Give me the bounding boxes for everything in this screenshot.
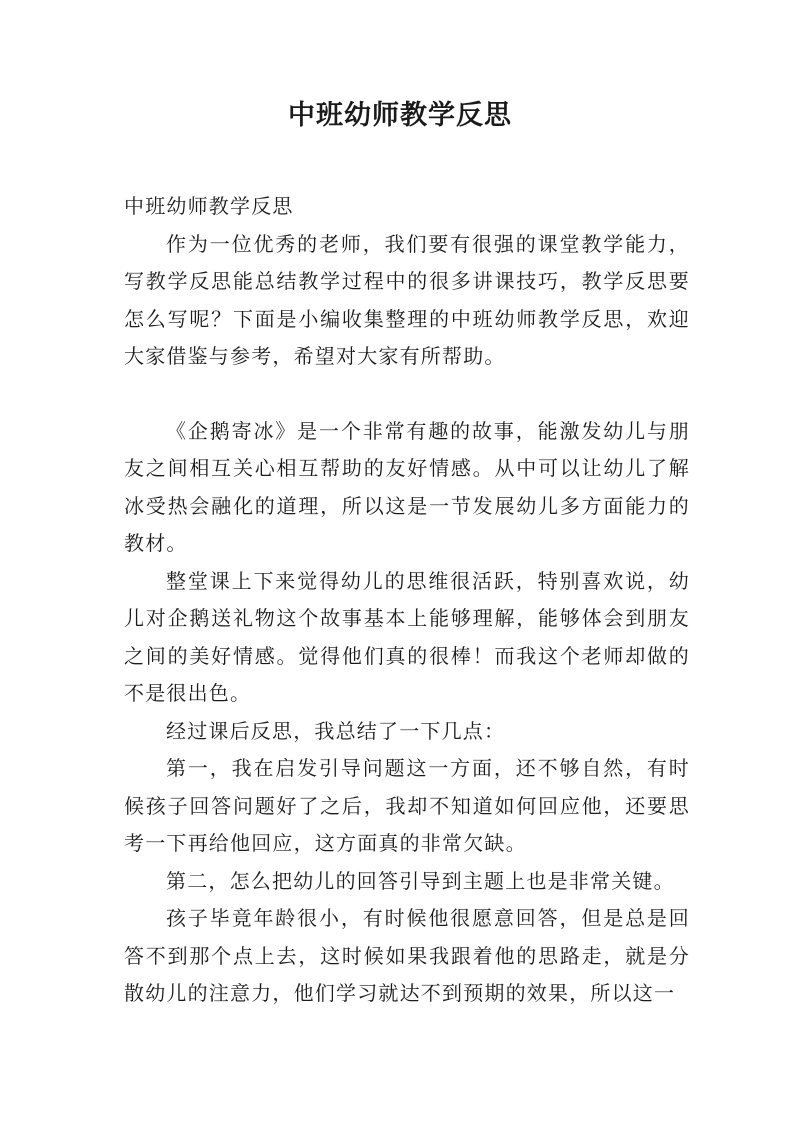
- document-body: [124, 188, 690, 1013]
- paragraph-spacer: [124, 376, 690, 413]
- paragraph-point-one: 第一，我在启发引导问题这一方面，还不够自然，有时候孩子回答问题好了之后，我却不知道如何回应他，还要思考一下再给他回应，这方面真的非常欠缺。: [124, 756, 690, 855]
- paragraph-summary-intro: 经过课后反思，我总结了一下几点：: [166, 718, 506, 743]
- paragraph-children-age: 孩子毕竟年龄很小，有时候他很愿意回答，但是总是回答不到那个点上去，这时候如果我跟着他的思路走，就是分散幼儿的注意力，他们学习就达不到预期的效果，所以这一: [124, 906, 690, 1005]
- document-title: 中班幼师教学反思: [288, 100, 512, 131]
- paragraph-intro: 作为一位优秀的老师，我们要有很强的课堂教学能力，写教学反思能总结教学过程中的很多讲课技巧，教学反思要怎么写呢？下面是小编收集整理的中班幼师教学反思，欢迎大家借鉴与参考，希望对大家有所帮助。: [124, 231, 690, 368]
- document-subtitle: 中班幼师教学反思: [124, 194, 294, 218]
- paragraph-point-two: 第二，怎么把幼儿的回答引导到主题上也是非常关键。: [166, 868, 675, 893]
- paragraph-class-review: 整堂课上下来觉得幼儿的思维很活跃，特别喜欢说，幼儿对企鹅送礼物这个故事基本上能够理解，能够体会到朋友之间的美好情感。觉得他们真的很棒！而我这个老师却做的不是很出色。: [124, 568, 690, 705]
- paragraph-story: 《企鹅寄冰》是一个非常有趣的故事，能激发幼儿与朋友之间相互关心相互帮助的友好情感。从中可以让幼儿了解冰受热会融化的道理，所以这是一节发展幼儿多方面能力的教材。: [124, 418, 690, 555]
